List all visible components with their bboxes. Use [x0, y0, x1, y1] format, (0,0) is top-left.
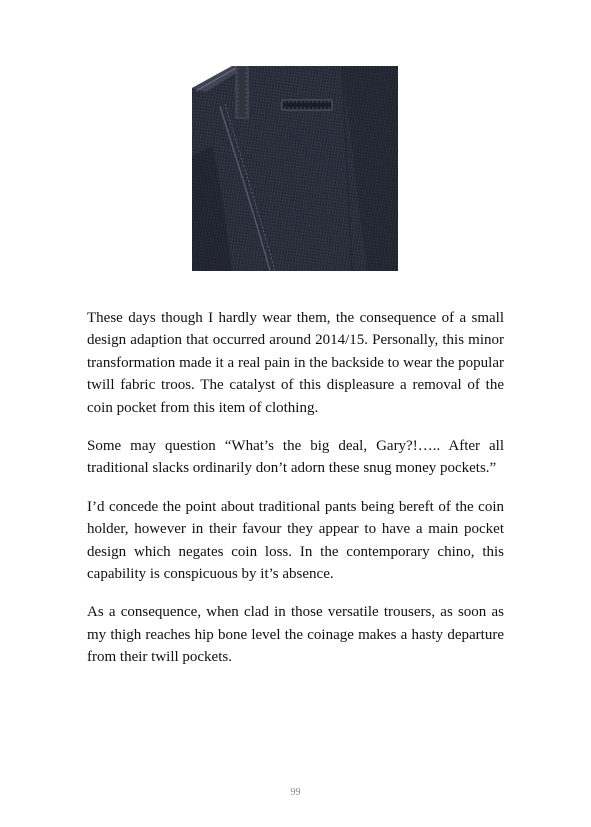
body-text: [87, 307, 504, 685]
paragraph: These days though I hardly wear them, the consequence of a small design adaption that occurred around 2014/15. Personally, this minor transformation made it a real pain in the backside to wear the popular twill fabric troos. The catalyst of this displeasure a removal of the coin pocket from this item of clothing.: [87, 310, 504, 416]
paragraph: As a consequence, when clad in those versatile trousers, as soon as my thigh reaches hip bone level the coinage makes a hasty departure from their twill pockets.: [87, 604, 504, 666]
trouser-image: [192, 66, 398, 271]
paragraph: I’d concede the point about traditional pants being bereft of the coin holder, however in their favour they appear to have a main pocket design which negates coin loss. In the contemporary chino, this capability is conspicuous by it’s absence.: [87, 498, 504, 583]
page-number: 99: [290, 787, 301, 798]
chino-coin-pocket-photo: [192, 66, 398, 271]
paragraph: Some may question “What’s the big deal, Gary?!….. After all traditional slacks ordinarily don’t adorn these snug money pockets.”: [87, 438, 504, 477]
